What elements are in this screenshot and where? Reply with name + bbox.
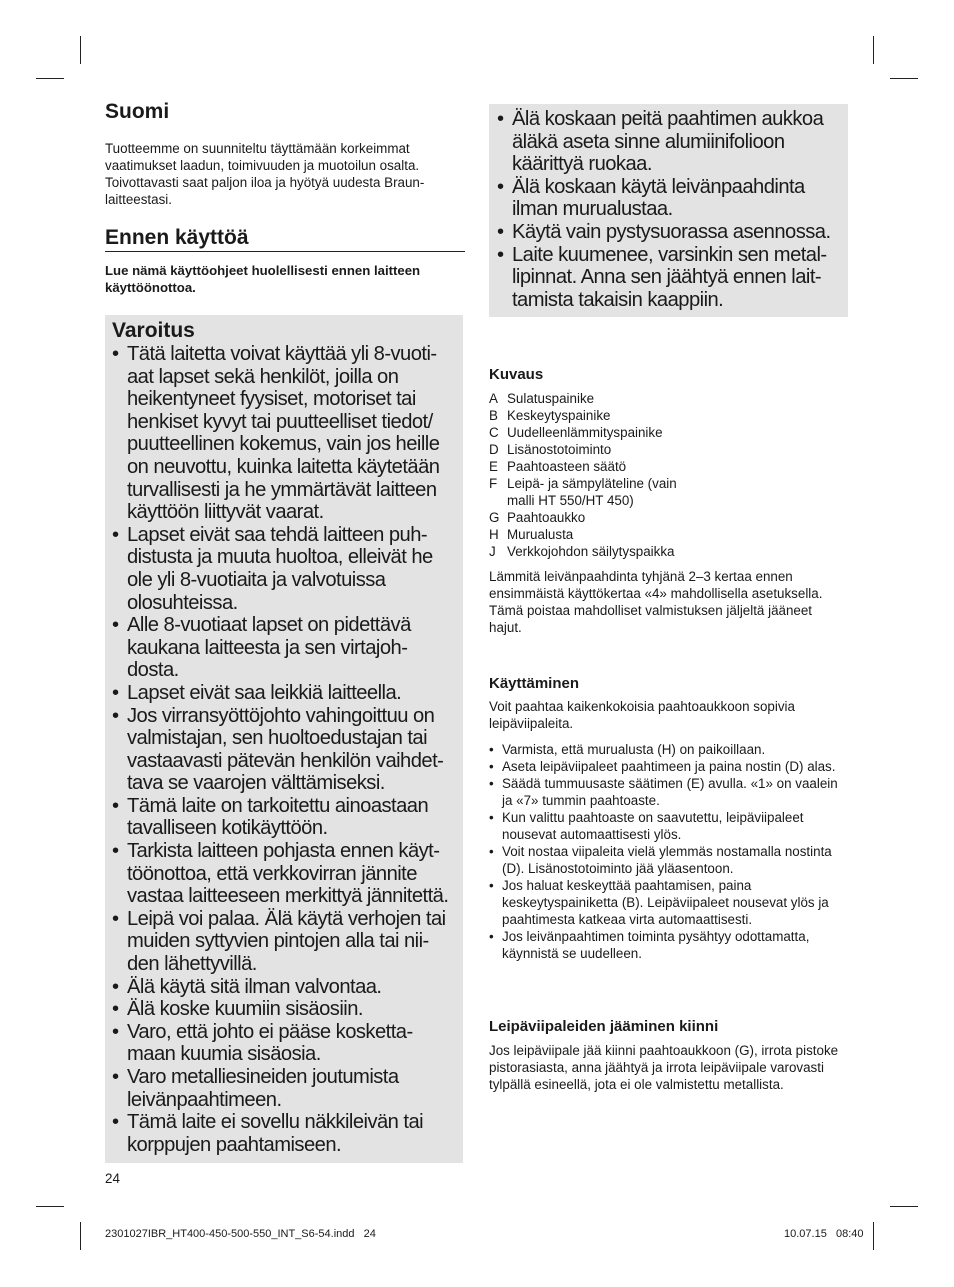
- warning-item: • Tätä laitetta voivat käyttää yli 8-vuoti- aat lapset sekä henkilöt, joilla on heikentyneet fyysiset, motoriset tai henkiset kyvyt tai puutteelliset tiedot/ puutteellinen kokemus, vain jos heille on neuvottu, kuinka laitetta käytetään turvallisesti ja he ymmärtävät laitteen käyttöön liittyvät vaarat.: [112, 343, 460, 524]
- usage-step: • Voit nostaa viipaleita vielä ylemmäs nostamalla nostinta (D). Lisänostotoiminto jää yläasentoon.: [489, 843, 851, 877]
- warning-item: • Käytä vain pystysuorassa asennossa.: [497, 221, 842, 244]
- warning-item: • Alle 8-vuotiaat lapset on pidettävä kaukana laitteesta ja sen virtajoh- dosta.: [112, 614, 460, 682]
- crop-mark: [873, 36, 874, 64]
- usage-intro: Voit paahtaa kaikenkokoisia paahtoaukkoon sopivia leipäviipaleita.: [489, 699, 795, 731]
- crop-mark: [890, 78, 918, 79]
- part-letter: J: [489, 544, 496, 559]
- part-letter: H: [489, 527, 499, 542]
- page-number: 24: [105, 1171, 120, 1186]
- part-letter: G: [489, 510, 500, 525]
- warning-item: • Älä käytä sitä ilman valvontaa.: [112, 976, 460, 999]
- part-label: Lisänostotoiminto: [507, 442, 612, 457]
- warning-title: Varoitus: [112, 319, 195, 342]
- crop-mark: [80, 1222, 81, 1250]
- stuck-heading: Leipäviipaleiden jääminen kiinni: [489, 1018, 719, 1035]
- warning-item: • Älä koskaan käytä leivänpaahdinta ilman murualustaa.: [497, 176, 842, 221]
- warning-item: • Laite kuumenee, varsinkin sen metal- lipinnat. Anna sen jäähtyä ennen lait- tamista takaisin kaappiin.: [497, 244, 842, 312]
- crop-mark: [80, 36, 81, 64]
- footer-date: 10.07.15: [784, 1228, 827, 1240]
- part-item: [489, 509, 789, 526]
- part-item: [489, 458, 789, 475]
- part-label: Verkkojohdon säilytyspaikka: [507, 544, 675, 559]
- intro-paragraph: Tuotteemme on suunniteltu täyttämään korkeimmat vaatimukset laadun, toimivuuden ja muotoilun osalta. Toivottavasti saat paljon iloa ja hyötyä uudesta Braun-laitteestasi.: [105, 141, 425, 207]
- warning-box: [105, 315, 463, 1163]
- heading-rule: [105, 251, 465, 252]
- part-item: [489, 390, 789, 407]
- before-use-note: Lue nämä käyttöohjeet huolellisesti ennen laitteen käyttöönottoa.: [105, 263, 421, 295]
- part-item: [489, 407, 789, 424]
- parts-list: [489, 390, 789, 560]
- usage-step: • Aseta leipäviipaleet paahtimeen ja paina nostin (D) alas.: [489, 758, 851, 775]
- part-item: [489, 441, 789, 458]
- warning-box-continued: [489, 104, 848, 317]
- crop-mark: [36, 1206, 64, 1207]
- part-letter: E: [489, 459, 498, 474]
- usage-heading: Käyttäminen: [489, 675, 580, 692]
- warning-item: • Tämä laite on tarkoitettu ainoastaan tavalliseen kotikäyttöön.: [112, 795, 460, 840]
- part-label: Sulatuspainike: [507, 391, 595, 406]
- language-heading: Suomi: [105, 100, 170, 123]
- usage-step: • Kun valittu paahtoaste on saavutettu, leipäviipaleet nousevat automaattisesti ylös.: [489, 809, 851, 843]
- part-label: Uudelleenlämmityspainike: [507, 425, 663, 440]
- usage-step: • Jos haluat keskeyttää paahtamisen, paina keskeytyspainiketta (B). Leipäviipaleet nousevat ylös ja paahtimesta katkeaa virta automaattisesti.: [489, 877, 851, 928]
- part-label: Paahtoaukko: [507, 510, 586, 525]
- warning-item: • Lapset eivät saa tehdä laitteen puh- distusta ja muuta huoltoa, elleivät he ole yli 8-vuotiaita ja valvotuissa olosuhteissa.: [112, 524, 460, 614]
- warning-list: [112, 343, 460, 1156]
- part-letter: C: [489, 425, 499, 440]
- footer-time: 08:40: [836, 1228, 864, 1240]
- part-letter: F: [489, 476, 498, 491]
- warning-item: • Tarkista laitteen pohjasta ennen käyt- töönottoa, että verkkovirran jännite vastaa laitteeseen merkittyä jännitettä.: [112, 840, 460, 908]
- part-label: Keskeytyspainike: [507, 408, 611, 423]
- warning-list-continued: [497, 108, 842, 311]
- warning-item: • Älä koske kuumiin sisäosiin.: [112, 998, 460, 1021]
- description-heading: Kuvaus: [489, 366, 544, 383]
- part-label: Leipä- ja sämpyläteline (vain malli HT 550/HT 450): [507, 476, 677, 508]
- part-item: [489, 526, 789, 543]
- part-item: [489, 475, 707, 509]
- part-label: Paahtoasteen säätö: [507, 459, 627, 474]
- usage-steps: [489, 741, 851, 962]
- part-letter: B: [489, 408, 498, 423]
- usage-step: • Säädä tummuusaste säätimen (E) avulla. «1» on vaalein ja «7» tummin paahtoaste.: [489, 775, 851, 809]
- part-item: [489, 543, 789, 560]
- usage-step: • Varmista, että murualusta (H) on paikoillaan.: [489, 741, 851, 758]
- warning-item: • Tämä laite ei sovellu näkkileivän tai korppujen paahtamiseen.: [112, 1111, 460, 1156]
- part-label: Murualusta: [507, 527, 574, 542]
- part-letter: A: [489, 391, 498, 406]
- part-item: [489, 424, 789, 441]
- before-use-heading: Ennen käyttöä: [105, 226, 249, 249]
- crop-mark: [36, 78, 64, 79]
- usage-step: • Jos leivänpaahtimen toiminta pysähtyy odottamatta, käynnistä se uudelleen.: [489, 928, 851, 962]
- warning-item: • Varo, että johto ei pääse kosketta- maan kuumia sisäosia.: [112, 1021, 460, 1066]
- part-letter: D: [489, 442, 499, 457]
- preheat-paragraph: Lämmitä leivänpaahdinta tyhjänä 2–3 kertaa ennen ensimmäistä käyttökertaa «4» mahdollisella asetuksella. Tämä poistaa mahdolliset valmistuksen jäljeltä jääneet hajut.: [489, 569, 823, 635]
- warning-item: • Älä koskaan peitä paahtimen aukkoa äläkä aseta sinne alumiinifolioon käärittyä ruokaa.: [497, 108, 842, 176]
- crop-mark: [873, 1222, 874, 1250]
- warning-item: • Leipä voi palaa. Älä käytä verhojen tai muiden syttyvien pintojen alla tai nii- den lähettyvillä.: [112, 908, 460, 976]
- footer-file: 2301027IBR_HT400-450-500-550_INT_S6-54.indd 24: [105, 1228, 376, 1240]
- warning-item: • Varo metalliesineiden joutumista leivänpaahtimeen.: [112, 1066, 460, 1111]
- stuck-paragraph: Jos leipäviipale jää kiinni paahtoaukkoon (G), irrota pistoke pistorasiasta, anna jäähtyä ja irrota leipäviipale varovasti tylpällä esineellä, jota ei ole valmistettu metallista.: [489, 1043, 839, 1092]
- crop-mark: [890, 1206, 918, 1207]
- warning-item: • Jos virransyöttöjohto vahingoittuu on valmistajan, sen huoltoedustajan tai vastaavasti pätevän henkilön vaihdet- tava se vaarojen välttämiseksi.: [112, 705, 460, 795]
- warning-item: • Lapset eivät saa leikkiä laitteella.: [112, 682, 460, 705]
